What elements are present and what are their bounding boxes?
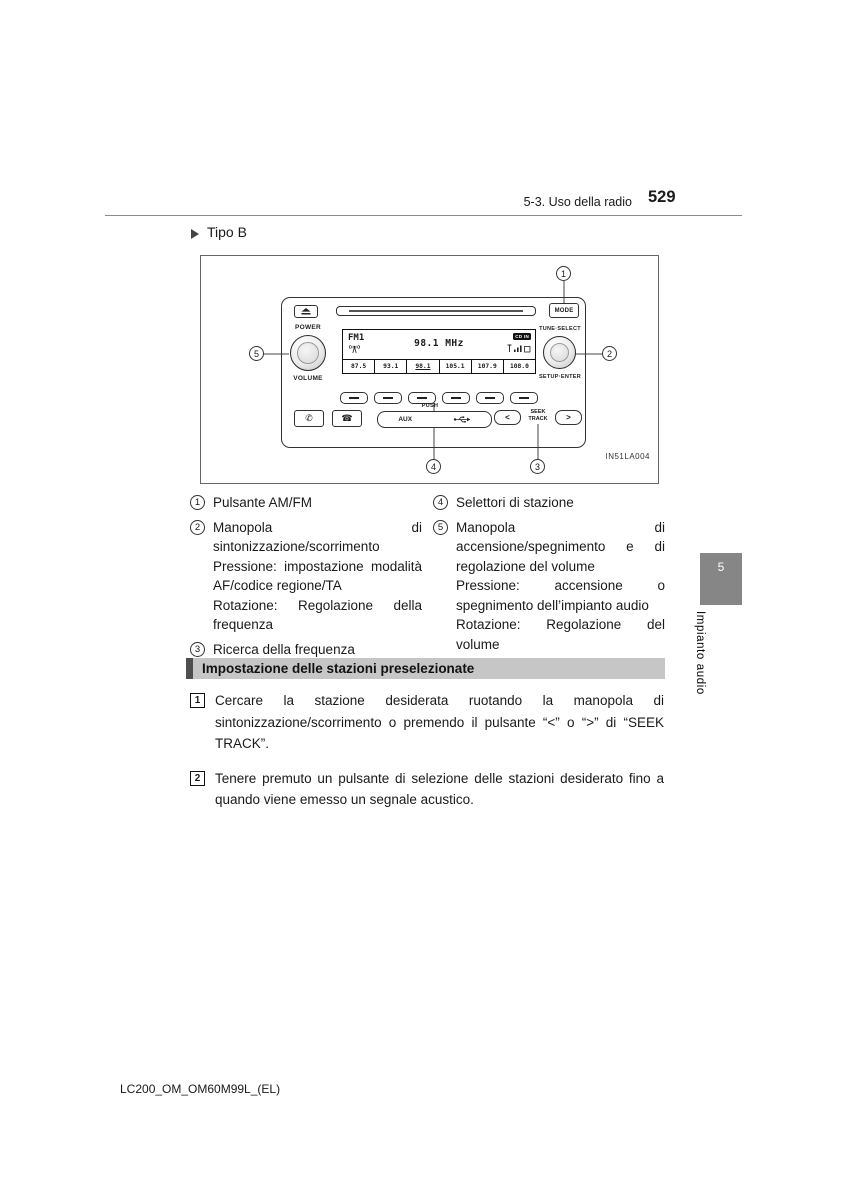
preset-frequency: 108.0 bbox=[509, 363, 529, 370]
legend-item bbox=[433, 518, 665, 655]
phone-end-icon: ☎ bbox=[341, 413, 353, 423]
radio-faceplate bbox=[281, 297, 586, 448]
eject-button bbox=[294, 305, 318, 318]
step-number-badge: 2 bbox=[190, 771, 205, 786]
preset-button bbox=[476, 392, 504, 404]
legend-item-title: Manopola di accensione/spegnimento e di regolazione del volume bbox=[456, 519, 665, 574]
dash-icon bbox=[519, 397, 529, 399]
legend-number-badge: 3 bbox=[190, 642, 205, 657]
preset-frequency: 105.1 bbox=[445, 363, 465, 370]
cd-slot bbox=[336, 306, 536, 316]
legend-item bbox=[190, 518, 422, 635]
aux-usb-button bbox=[377, 411, 492, 428]
type-label: Tipo B bbox=[207, 224, 247, 240]
dash-icon bbox=[485, 397, 495, 399]
dash-icon bbox=[383, 397, 393, 399]
tune-knob bbox=[543, 336, 576, 369]
usb-icon bbox=[453, 415, 471, 424]
step-item bbox=[190, 690, 664, 755]
header-section-title: 5-3. Uso della radio bbox=[523, 195, 632, 209]
phone-end-button bbox=[332, 410, 362, 427]
legend-item-title: Selettori di stazione bbox=[456, 495, 574, 510]
frequency-readout: 98.1 MHz bbox=[414, 338, 464, 349]
legend-number-badge: 5 bbox=[433, 520, 448, 535]
preset-frequency-cell bbox=[439, 360, 471, 373]
power-label: POWER bbox=[294, 324, 322, 331]
callout-badge-4: 4 bbox=[426, 459, 441, 474]
legend-item bbox=[190, 640, 422, 660]
phone-call-icon: ✆ bbox=[305, 413, 313, 423]
seek-left-button: < bbox=[494, 410, 521, 425]
mode-button: MODE bbox=[549, 303, 579, 318]
preset-frequency-cell-selected bbox=[406, 360, 438, 373]
dash-icon bbox=[417, 397, 427, 399]
track-word: TRACK bbox=[528, 416, 548, 422]
chapter-tab bbox=[700, 553, 742, 605]
page-number: 529 bbox=[648, 188, 676, 206]
tune-knob-cap bbox=[550, 343, 570, 363]
tune-select-label: TUNE·SELECT bbox=[539, 326, 581, 332]
section-title: Impostazione delle stazioni preselezionate bbox=[202, 661, 475, 676]
volume-knob bbox=[290, 335, 326, 371]
legend-item-detail: Rotazione: Regolazione del volume bbox=[456, 617, 665, 652]
eject-icon bbox=[301, 308, 311, 315]
legend-item-title: Manopola di sintonizzazione/scorrimento bbox=[213, 519, 422, 554]
section-header-bar bbox=[186, 658, 665, 679]
chapter-label-vertical: Impianto audio bbox=[694, 611, 706, 695]
preset-button bbox=[510, 392, 538, 404]
legend-item bbox=[190, 493, 422, 513]
document-code: LC200_OM_OM60M99L_(EL) bbox=[120, 1082, 281, 1096]
preset-frequency: 87.5 bbox=[351, 363, 367, 370]
preset-frequency-cell bbox=[343, 360, 374, 373]
legend-number-badge: 1 bbox=[190, 495, 205, 510]
legend-left-column bbox=[190, 493, 422, 664]
radio-display bbox=[342, 329, 536, 374]
signal-strength-icon bbox=[507, 344, 531, 353]
steps-list bbox=[190, 690, 664, 824]
aux-label: AUX bbox=[398, 416, 413, 423]
legend-item-detail: Pressione: impostazione modalità AF/codice regione/TA bbox=[213, 558, 422, 593]
callout-badge-5: 5 bbox=[249, 346, 264, 361]
callout-badge-3: 3 bbox=[530, 459, 545, 474]
legend-number-badge: 2 bbox=[190, 520, 205, 535]
preset-frequency: 107.9 bbox=[477, 363, 497, 370]
callout-badge-1: 1 bbox=[556, 266, 571, 281]
section-accent-block bbox=[186, 658, 193, 679]
preset-frequency-cell bbox=[503, 360, 535, 373]
cd-slot-opening bbox=[349, 310, 523, 312]
preset-frequency-cell bbox=[374, 360, 406, 373]
seek-track-label bbox=[521, 409, 555, 423]
chapter-number: 5 bbox=[717, 560, 725, 574]
preset-frequency: 98.1 bbox=[415, 363, 431, 370]
preset-button bbox=[374, 392, 402, 404]
cd-in-badge: CD IN bbox=[515, 334, 529, 339]
step-item bbox=[190, 768, 664, 811]
legend-item bbox=[433, 493, 665, 513]
step-number-badge: 1 bbox=[190, 693, 205, 708]
push-label: PUSH bbox=[421, 403, 439, 409]
preset-frequency: 93.1 bbox=[383, 363, 399, 370]
band-indicator: FM1 bbox=[348, 333, 365, 343]
preset-frequency-cell bbox=[471, 360, 503, 373]
radio-illustration-box bbox=[200, 255, 659, 484]
seek-word: SEEK bbox=[530, 409, 546, 415]
preset-frequency-strip bbox=[343, 359, 535, 373]
dash-icon bbox=[451, 397, 461, 399]
volume-label: VOLUME bbox=[293, 375, 323, 382]
step-text: Tenere premuto un pulsante di selezione delle stazioni desiderato fino a quando viene emesso un segnale acustico. bbox=[215, 770, 664, 807]
legend-item-title: Pulsante AM/FM bbox=[213, 495, 313, 510]
setup-enter-label: SETUP·ENTER bbox=[538, 374, 582, 380]
legend-item-title: Ricerca della frequenza bbox=[213, 641, 355, 657]
figure-code: IN51LA004 bbox=[605, 452, 650, 461]
dash-icon bbox=[349, 397, 359, 399]
legend-number-badge: 4 bbox=[433, 495, 448, 510]
legend-item-detail: Rotazione: Regolazione della frequenza bbox=[213, 597, 422, 632]
header-divider bbox=[105, 215, 742, 216]
preset-button bbox=[340, 392, 368, 404]
step-text: Cercare la stazione desiderata ruotando la manopola di sintonizzazione/scorrimento o premendo il pulsante “<” o “>” di “SEEK TRACK”. bbox=[215, 693, 664, 751]
triangle-bullet-icon bbox=[191, 229, 199, 239]
legend-right-column bbox=[433, 493, 665, 659]
phone-call-button bbox=[294, 410, 324, 427]
seek-right-button: > bbox=[555, 410, 582, 425]
callout-badge-2: 2 bbox=[602, 346, 617, 361]
volume-knob-cap bbox=[297, 342, 319, 364]
legend-item-detail: Pressione: accensione o spegnimento dell’impianto audio bbox=[456, 578, 665, 613]
